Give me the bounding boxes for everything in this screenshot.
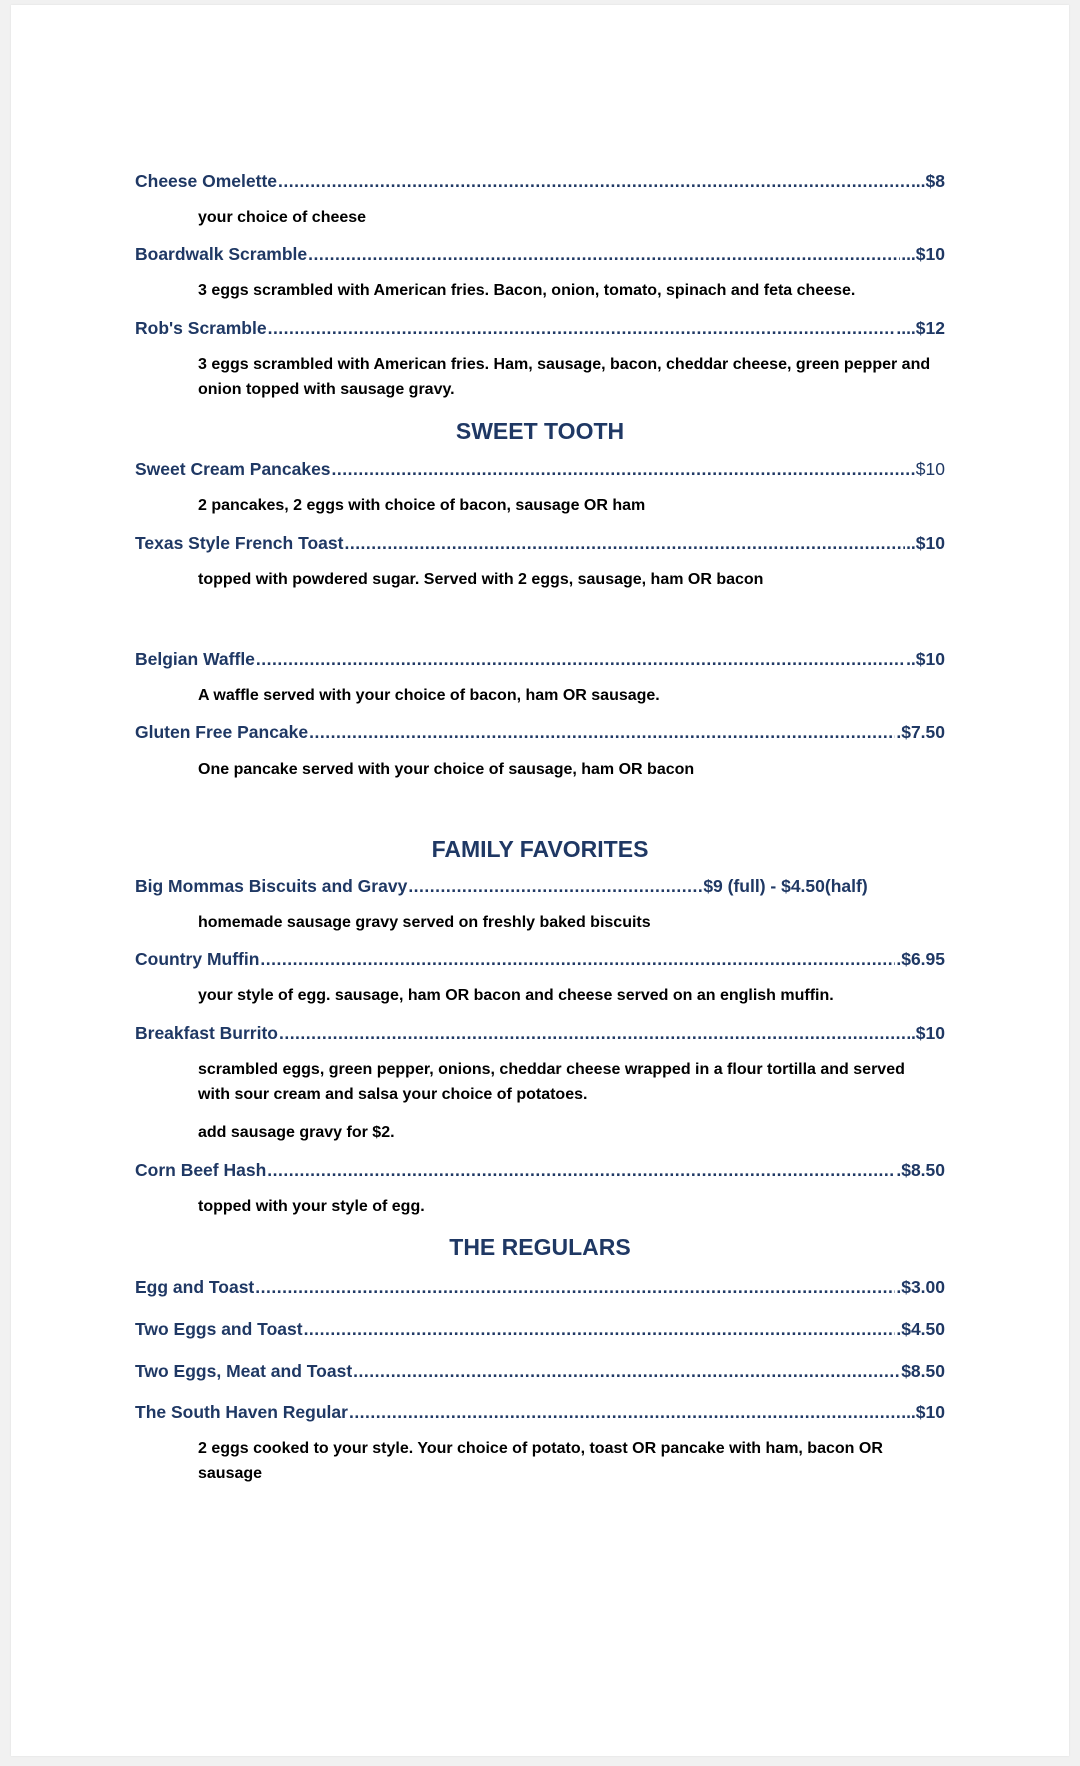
menu-item-two-eggs-and-toast xyxy=(135,1318,945,1340)
item-description: topped with your style of egg. xyxy=(198,1198,425,1215)
item-price: .$6.95 xyxy=(896,949,945,969)
menu-item-the-south-haven-regular xyxy=(135,1401,945,1423)
item-description: homemade sausage gravy served on freshly baked biscuits xyxy=(198,914,651,931)
item-price: ..$10 xyxy=(906,533,945,553)
item-name: Egg and Toast xyxy=(135,1277,255,1297)
item-name: The South Haven Regular xyxy=(135,1402,348,1422)
item-description: 2 eggs cooked to your style. Your choice of potato, toast OR pancake with ham, bacon OR sausage xyxy=(198,1440,883,1482)
menu-item-egg-and-toast xyxy=(135,1276,945,1298)
dot-leader xyxy=(279,1022,910,1044)
item-price: .$10 xyxy=(910,1023,945,1043)
item-price: .$8.50 xyxy=(896,1160,945,1180)
item-description: your choice of cheese xyxy=(198,209,367,226)
item-description: topped with powdered sugar. Served with 2 eggs, sausage, ham OR bacon xyxy=(198,571,764,588)
item-name: Corn Beef Hash xyxy=(135,1160,267,1180)
item-add-on-note: add sausage gravy for $2. xyxy=(198,1124,395,1141)
dot-leader xyxy=(268,317,896,339)
menu-item-robs-scramble xyxy=(135,317,945,339)
menu-item-two-eggs-meat-and-toast xyxy=(135,1360,945,1382)
item-name: Rob's Scramble xyxy=(135,318,267,338)
dot-leader xyxy=(304,1318,896,1340)
item-price: ...$10 xyxy=(901,244,945,264)
menu-item-corn-beef-hash xyxy=(135,1159,945,1181)
menu-item-boardwalk-scramble xyxy=(135,243,945,265)
menu-item-gluten-free-pancake xyxy=(135,721,945,743)
item-description: A waffle served with your choice of bacon, ham OR sausage. xyxy=(198,687,660,704)
dot-leader xyxy=(309,721,895,743)
item-name: Big Mommas Biscuits and Gravy xyxy=(135,876,408,896)
dot-leader xyxy=(278,170,910,192)
item-name: Gluten Free Pancake xyxy=(135,722,309,742)
menu-item-cheese-omelette xyxy=(135,170,945,192)
item-description: 3 eggs scrambled with American fries. Bacon, onion, tomato, spinach and feta cheese. xyxy=(198,282,856,299)
dot-leader xyxy=(267,1159,895,1181)
menu-item-country-muffin xyxy=(135,948,945,970)
dot-leader xyxy=(408,875,702,897)
menu-item-texas-style-french-toast xyxy=(135,532,945,554)
menu-item-belgian-waffle xyxy=(135,648,945,670)
item-price: .$3.00 xyxy=(896,1277,945,1297)
item-price: .$4.50 xyxy=(896,1319,945,1339)
item-name: Country Muffin xyxy=(135,949,260,969)
item-description: your style of egg. sausage, ham OR bacon and cheese served on an english muffin. xyxy=(198,987,834,1004)
item-price: $10 xyxy=(915,459,945,479)
item-price: .$7.50 xyxy=(896,722,945,742)
section-title-the-regulars: THE REGULARS xyxy=(449,1234,631,1260)
dot-leader xyxy=(256,648,905,670)
item-name: Sweet Cream Pancakes xyxy=(135,459,331,479)
item-description: 2 pancakes, 2 eggs with choice of bacon, sausage OR ham xyxy=(198,497,646,514)
dot-leader xyxy=(332,458,915,480)
item-name: Cheese Omelette xyxy=(135,171,278,191)
dot-leader xyxy=(349,1401,900,1423)
item-description: One pancake served with your choice of sausage, ham OR bacon xyxy=(198,761,695,778)
dot-leader xyxy=(353,1360,900,1382)
dot-leader xyxy=(308,243,900,265)
item-description: 3 eggs scrambled with American fries. Ham, sausage, bacon, cheddar cheese, green pepper and onion topped with sausage gravy. xyxy=(198,356,931,398)
item-price: ...$10 xyxy=(901,1402,945,1422)
dot-leader xyxy=(260,948,895,970)
item-price: ....$12 xyxy=(896,318,945,338)
menu-item-breakfast-burrito xyxy=(135,1022,945,1044)
dot-leader xyxy=(255,1276,895,1298)
item-name: Belgian Waffle xyxy=(135,649,255,669)
item-name: Texas Style French Toast xyxy=(135,533,344,553)
item-name: Two Eggs and Toast xyxy=(135,1319,303,1339)
menu-content xyxy=(135,170,945,1486)
item-name: Two Eggs, Meat and Toast xyxy=(135,1361,353,1381)
dot-leader xyxy=(344,532,905,554)
section-title-family-favorites: FAMILY FAVORITES xyxy=(431,836,649,862)
item-price: $8.50 xyxy=(901,1361,945,1381)
section-title-sweet-tooth: SWEET TOOTH xyxy=(455,418,625,444)
menu-item-big-mommas-biscuits-and-gravy xyxy=(135,875,945,897)
menu-page xyxy=(11,5,1069,1756)
item-price: ...$8 xyxy=(910,171,945,191)
menu-item-sweet-cream-pancakes xyxy=(135,458,945,480)
item-price: $9 (full) - $4.50(half) xyxy=(703,876,868,896)
item-name: Boardwalk Scramble xyxy=(135,244,308,264)
item-name: Breakfast Burrito xyxy=(135,1023,278,1043)
item-price: ..$10 xyxy=(906,649,945,669)
item-description: scrambled eggs, green pepper, onions, cheddar cheese wrapped in a flour tortilla and served with sour cream and salsa your choice of potatoes. xyxy=(198,1061,905,1103)
